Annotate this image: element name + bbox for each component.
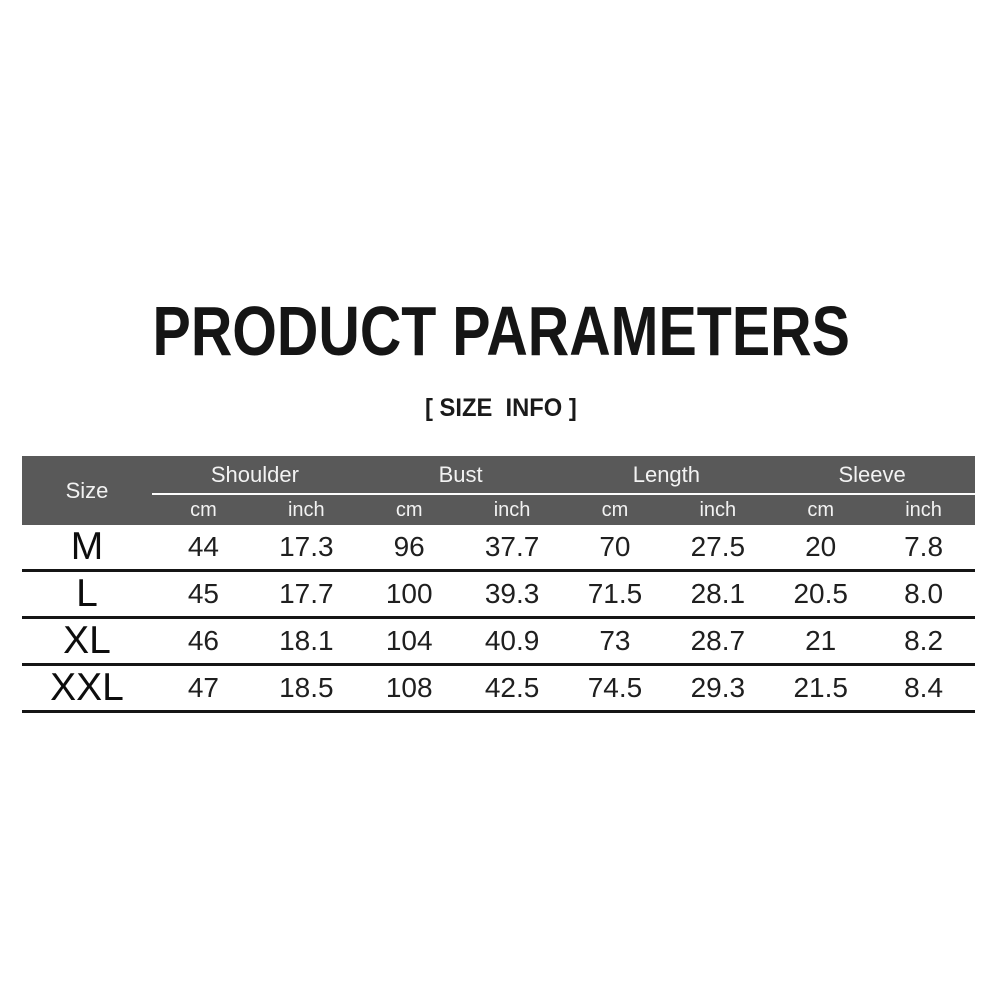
- column-group-shoulder: Shoulder: [152, 456, 358, 494]
- size-table-header: [22, 456, 975, 525]
- value-cell: 44: [152, 525, 255, 571]
- value-cell: 8.2: [872, 618, 975, 665]
- value-cell: 46: [152, 618, 255, 665]
- value-cell: 37.7: [461, 525, 564, 571]
- value-cell: 42.5: [461, 665, 564, 712]
- value-cell: 47: [152, 665, 255, 712]
- value-cell: 28.1: [666, 571, 769, 618]
- unit-header-length-cm: cm: [564, 494, 667, 525]
- value-cell: 28.7: [666, 618, 769, 665]
- value-cell: 18.1: [255, 618, 358, 665]
- value-cell: 73: [564, 618, 667, 665]
- unit-header-shoulder-inch: inch: [255, 494, 358, 525]
- column-group-row: [22, 456, 975, 494]
- value-cell: 74.5: [564, 665, 667, 712]
- size-label: L: [22, 571, 152, 618]
- page-subtitle-row: [0, 393, 1002, 427]
- unit-header-sleeve-cm: cm: [769, 494, 872, 525]
- table-row-m: [22, 525, 975, 571]
- value-cell: 17.7: [255, 571, 358, 618]
- column-group-length: Length: [564, 456, 770, 494]
- value-cell: 20: [769, 525, 872, 571]
- value-cell: 7.8: [872, 525, 975, 571]
- value-cell: 100: [358, 571, 461, 618]
- value-cell: 21: [769, 618, 872, 665]
- size-label: XL: [22, 618, 152, 665]
- size-table: [22, 456, 975, 713]
- value-cell: 96: [358, 525, 461, 571]
- column-group-bust: Bust: [358, 456, 564, 494]
- unit-header-row: [22, 494, 975, 525]
- value-cell: 40.9: [461, 618, 564, 665]
- value-cell: 8.4: [872, 665, 975, 712]
- size-label: M: [22, 525, 152, 571]
- table-row-l: [22, 571, 975, 618]
- value-cell: 39.3: [461, 571, 564, 618]
- value-cell: 71.5: [564, 571, 667, 618]
- column-group-sleeve: Sleeve: [769, 456, 975, 494]
- unit-header-length-inch: inch: [666, 494, 769, 525]
- value-cell: 27.5: [666, 525, 769, 571]
- page-title-row: [0, 292, 1002, 386]
- size-column-header: Size: [22, 456, 152, 525]
- value-cell: 20.5: [769, 571, 872, 618]
- value-cell: 18.5: [255, 665, 358, 712]
- size-table-body: [22, 525, 975, 712]
- value-cell: 70: [564, 525, 667, 571]
- value-cell: 29.3: [666, 665, 769, 712]
- value-cell: 45: [152, 571, 255, 618]
- size-label: XXL: [22, 665, 152, 712]
- table-row-xl: [22, 618, 975, 665]
- page-subtitle: [ SIZE INFO ]: [425, 394, 577, 422]
- unit-header-sleeve-inch: inch: [872, 494, 975, 525]
- page-title: PRODUCT PARAMETERS: [152, 292, 850, 370]
- unit-header-bust-cm: cm: [358, 494, 461, 525]
- unit-header-shoulder-cm: cm: [152, 494, 255, 525]
- value-cell: 108: [358, 665, 461, 712]
- table-row-xxl: [22, 665, 975, 712]
- value-cell: 8.0: [872, 571, 975, 618]
- size-table-container: [22, 456, 975, 713]
- unit-header-bust-inch: inch: [461, 494, 564, 525]
- value-cell: 17.3: [255, 525, 358, 571]
- value-cell: 104: [358, 618, 461, 665]
- value-cell: 21.5: [769, 665, 872, 712]
